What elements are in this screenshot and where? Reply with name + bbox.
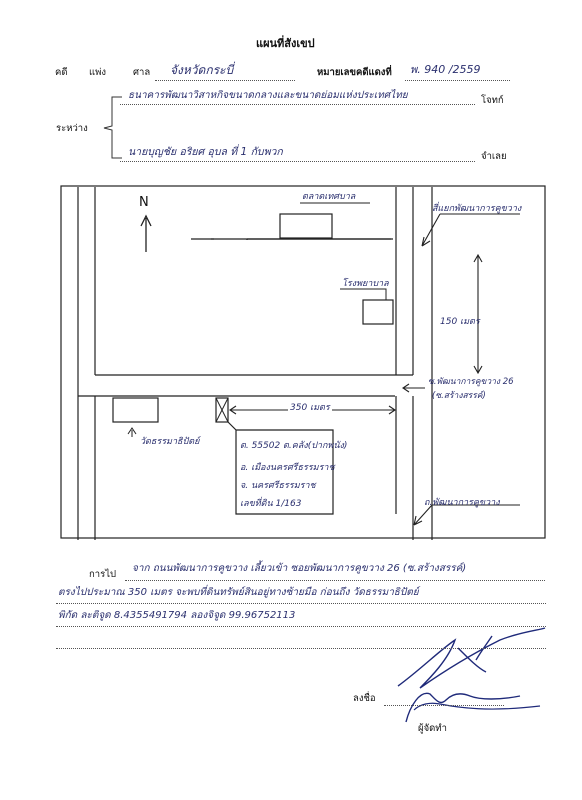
road-label: ถ.พัฒนาการคูขวาง xyxy=(424,498,500,508)
parties-brace xyxy=(104,97,122,158)
temple-box xyxy=(113,398,158,422)
black-case-label: หมายเลขคดีแดงที่ xyxy=(317,67,392,78)
plaintiff-value: ธนาคารพัฒนาวิสาหกิจขนาดกลางและขนาดย่อมแห่งประเทศไทย xyxy=(128,90,408,101)
directions-label: การไป xyxy=(89,569,116,580)
address-line-3: จ. นครศรีธรรมราช xyxy=(240,481,316,491)
directions-dotline-1 xyxy=(125,580,545,581)
directions-line-2: ตรงไปประมาณ 350 เมตร จะพบที่ดินทรัพย์สินอยู่ทางซ้ายมือ ก่อนถึง วัดธรรมาธิปัตย์ xyxy=(58,587,419,598)
distance-150-arrow xyxy=(474,255,482,373)
soi-26-label: ซ.พัฒนาการคูขวาง 26 xyxy=(428,377,514,387)
directions-line-3: พิกัด ละติจูด 8.4355491794 ลองจิจูด 99.96752113 xyxy=(58,610,296,621)
between-label: ระหว่าง xyxy=(56,123,88,134)
role-label: ผู้จัดทำ xyxy=(418,723,447,734)
court-value: จังหวัดกระบี่ xyxy=(170,63,234,77)
junction-label: สี่แยกพัฒนาการคูขวาง xyxy=(432,204,522,214)
hospital-label: โรงพยาบาล xyxy=(342,279,389,289)
defendant-value: นายบุญชัย อริยศ อุบล ที่ 1 กับพวก xyxy=(128,146,283,158)
court-label: ศาล xyxy=(133,67,151,78)
market-box xyxy=(280,214,332,238)
signature-stroke-1 xyxy=(398,628,545,688)
page-title: แผนที่สังเขป xyxy=(256,37,315,50)
distance-150-label: 150 เมตร xyxy=(440,317,480,327)
soi-26-sub-label: (ซ.สร้างสรรค์) xyxy=(432,391,486,401)
north-label: N xyxy=(139,195,149,210)
junction-arrow xyxy=(422,214,520,246)
defendant-label: จำเลย xyxy=(481,151,507,162)
directions-dotline-4 xyxy=(56,648,546,649)
distance-350-label: 350 เมตร xyxy=(290,403,330,413)
sign-label: ลงชื่อ xyxy=(353,693,376,704)
hospital-box xyxy=(363,300,393,324)
market-label: ตลาดเทศบาล xyxy=(302,192,356,202)
case-type-value: แพ่ง xyxy=(89,67,107,78)
temple-label: วัดธรรมาธิปัตย์ xyxy=(140,437,200,447)
plaintiff-label: โจทก์ xyxy=(481,95,504,106)
directions-dotline-2 xyxy=(56,603,546,604)
case-type-label: คดี xyxy=(55,67,68,78)
address-line-4: เลขที่ดิน 1/163 xyxy=(240,499,302,509)
black-case-value: พ. 940 /2559 xyxy=(410,63,481,76)
north-arrow-icon xyxy=(141,216,151,252)
address-line-2: อ. เมืองนครศรีธรรมราช xyxy=(240,463,335,473)
sign-dotline xyxy=(384,705,504,706)
address-line-1: ต. 55502 ต.คลัง(ปากพนัง) xyxy=(240,441,348,451)
directions-line-1: จาก ถนนพัฒนาการคูขวาง เลี้ยวเข้า ซอยพัฒนาการคูขวาง 26 (ซ.สร้างสรรค์) xyxy=(132,563,467,574)
directions-dotline-3 xyxy=(56,626,546,627)
